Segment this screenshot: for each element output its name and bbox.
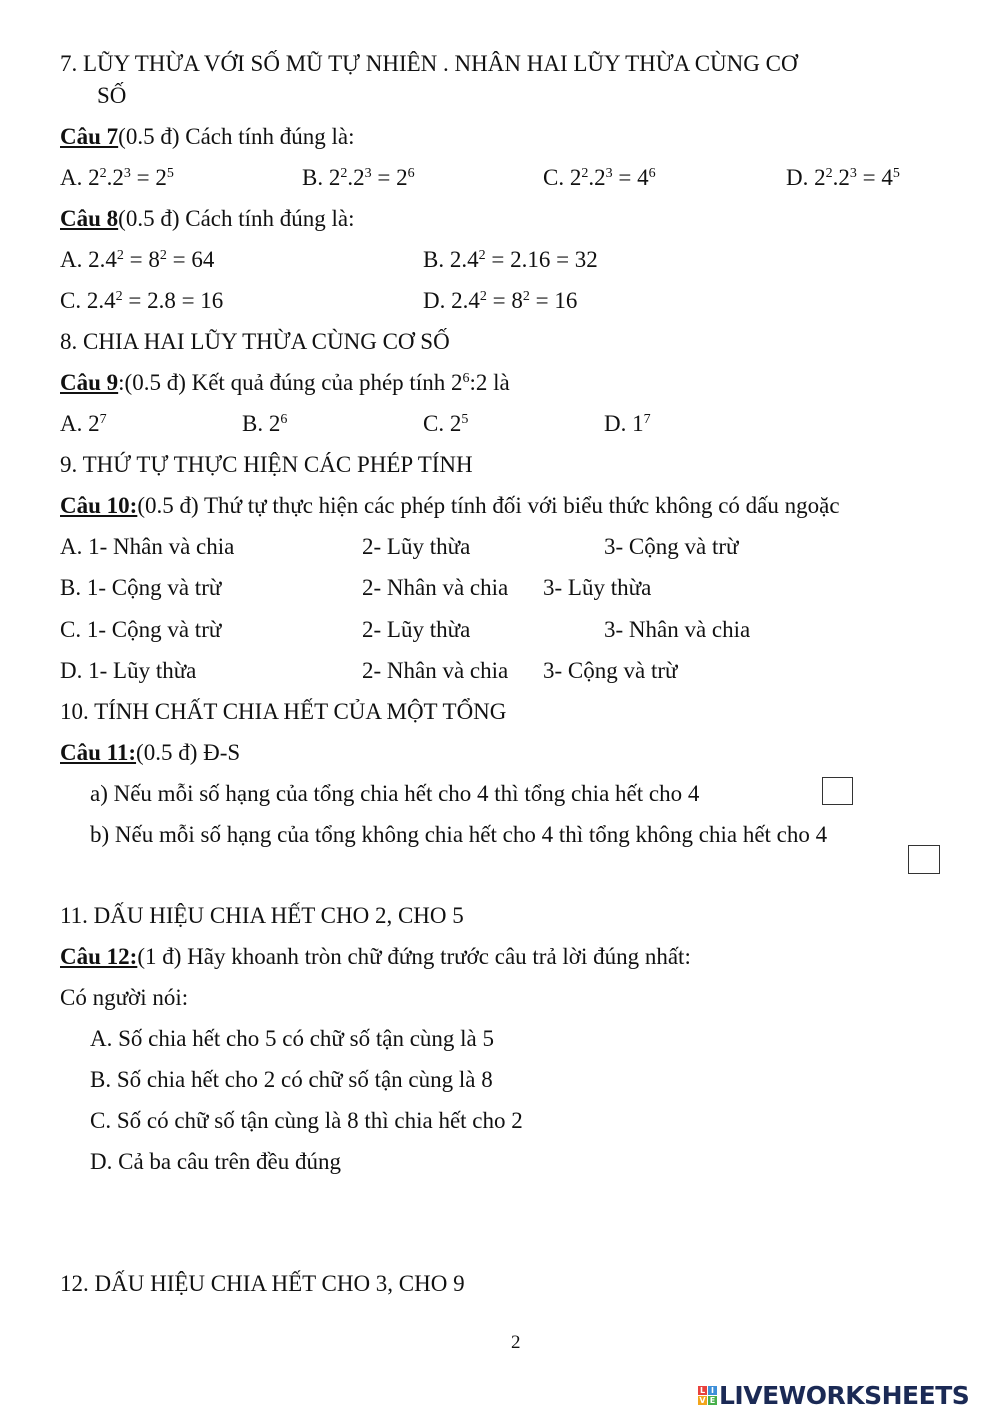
liveworksheets-logo: [698, 1381, 969, 1410]
question-7-prompt: [60, 125, 355, 148]
question-10-option-a-step-3: 3- Cộng và trừ: [604, 534, 739, 559]
question-10-prompt: [60, 494, 840, 517]
question-7-option-b[interactable]: B. $2^2.2^3 = 2^6$: [302, 165, 415, 190]
section-7-title-cont: SỐ: [97, 83, 127, 108]
question-7-text: (0.5 đ) Cách tính đúng là:: [118, 124, 355, 149]
question-8-option-c[interactable]: C. $2.4^2 = 2.8 = 16$: [60, 288, 224, 313]
question-12-label: Câu 12:: [60, 944, 138, 969]
question-9-label: Câu 9: [60, 370, 119, 395]
question-11-statement-b: b) Nếu mỗi số hạng của tổng không chia hết cho 4 thì tổng không chia hết cho 4: [90, 822, 828, 847]
logo-letter: E: [709, 1396, 716, 1405]
question-7-label: Câu 7: [60, 124, 119, 149]
question-12-option-d[interactable]: D. Cả ba câu trên đều đúng: [90, 1149, 342, 1174]
question-8-option-d[interactable]: D. $2.4^2 = 8^2 = 16$: [423, 288, 578, 313]
logo-wordmark: LIVEWORKSHEETS: [719, 1381, 970, 1410]
answer-box-b[interactable]: [908, 845, 940, 874]
question-8-option-a[interactable]: A. $2.4^2 = 8^2 = 64$: [60, 247, 215, 272]
logo-mark-icon: [698, 1386, 717, 1405]
question-12-option-c[interactable]: C. Số có chữ số tận cùng là 8 thì chia hết cho 2: [90, 1108, 523, 1133]
question-10-option-d[interactable]: D. 1- Lũy thừa: [60, 658, 197, 683]
question-11-text: (0.5 đ) Đ-S: [136, 740, 241, 765]
question-12-intro: Có người nói:: [60, 985, 189, 1010]
section-8-title: 8. CHIA HAI LŨY THỪA CÙNG CƠ SỐ: [60, 329, 450, 354]
answer-box-a[interactable]: [822, 777, 853, 805]
question-8-prompt: [60, 207, 355, 230]
question-12-text: (1 đ) Hãy khoanh tròn chữ đứng trước câu trả lời đúng nhất:: [137, 944, 691, 969]
section-10-title: 10. TÍNH CHẤT CHIA HẾT CỦA MỘT TỔNG: [60, 699, 507, 724]
question-10-option-c[interactable]: C. 1- Cộng và trừ: [60, 617, 222, 642]
section-9-title: 9. THỨ TỰ THỰC HIỆN CÁC PHÉP TÍNH: [60, 452, 473, 477]
question-11-label: Câu 11:: [60, 740, 137, 765]
question-10-option-d-step-2: 2- Nhân và chia: [362, 658, 509, 683]
logo-letter: L: [699, 1386, 706, 1395]
question-10-option-c-step-3: 3- Nhân và chia: [604, 617, 751, 642]
question-12-option-a[interactable]: A. Số chia hết cho 5 có chữ số tận cùng là 5: [90, 1026, 495, 1051]
question-7-option-a[interactable]: A. $2^2.2^3 = 2^5$: [60, 165, 174, 190]
question-12-option-b[interactable]: B. Số chia hết cho 2 có chữ số tận cùng là 8: [90, 1067, 493, 1092]
question-12-prompt: [60, 945, 691, 968]
question-9-prompt: Câu 9:(0.5 đ) Kết quả đúng của phép tính $2^6:2$ là: [60, 370, 510, 395]
question-11-statement-a: a) Nếu mỗi số hạng của tổng chia hết cho 4 thì tổng chia hết cho 4: [90, 781, 700, 806]
question-7-option-d[interactable]: D. $2^2.2^3 = 4^5$: [786, 165, 900, 190]
question-10-option-a-step-2: 2- Lũy thừa: [362, 534, 471, 559]
section-7-title: 7. LŨY THỪA VỚI SỐ MŨ TỰ NHIÊN . NHÂN HAI LŨY THỪA CÙNG CƠ: [60, 51, 798, 76]
question-10-option-d-step-3: 3- Cộng và trừ: [543, 658, 678, 683]
question-9-option-c[interactable]: C. $2^5$: [423, 411, 469, 436]
question-8-text: (0.5 đ) Cách tính đúng là:: [118, 206, 355, 231]
logo-letter: I: [708, 1386, 717, 1395]
question-8-label: Câu 8: [60, 206, 119, 231]
question-10-option-b-step-2: 2- Nhân và chia: [362, 575, 509, 600]
section-12-title: 12. DẤU HIỆU CHIA HẾT CHO 3, CHO 9: [60, 1271, 465, 1296]
logo-letter: V: [699, 1396, 706, 1405]
section-11-title: 11. DẤU HIỆU CHIA HẾT CHO 2, CHO 5: [60, 903, 464, 928]
question-10-option-a[interactable]: A. 1- Nhân và chia: [60, 534, 235, 559]
question-9-option-d[interactable]: D. $1^7$: [604, 411, 651, 436]
page-number: 2: [511, 1332, 521, 1353]
question-11-prompt: [60, 741, 240, 764]
question-8-option-b[interactable]: B. $2.4^2 = 2.16 = 32$: [423, 247, 598, 272]
question-9-option-b[interactable]: B. $2^6$: [242, 411, 288, 436]
question-10-option-b[interactable]: B. 1- Cộng và trừ: [60, 575, 222, 600]
question-9-option-a[interactable]: A. $2^7$: [60, 411, 107, 436]
question-10-option-c-step-2: 2- Lũy thừa: [362, 617, 471, 642]
question-10-option-b-step-3: 3- Lũy thừa: [543, 575, 652, 600]
question-10-label: Câu 10:: [60, 493, 138, 518]
question-7-option-c[interactable]: C. $2^2.2^3 = 4^6$: [543, 165, 656, 190]
question-10-text: (0.5 đ) Thứ tự thực hiện các phép tính đối với biểu thức không có dấu ngoặc: [137, 493, 840, 518]
